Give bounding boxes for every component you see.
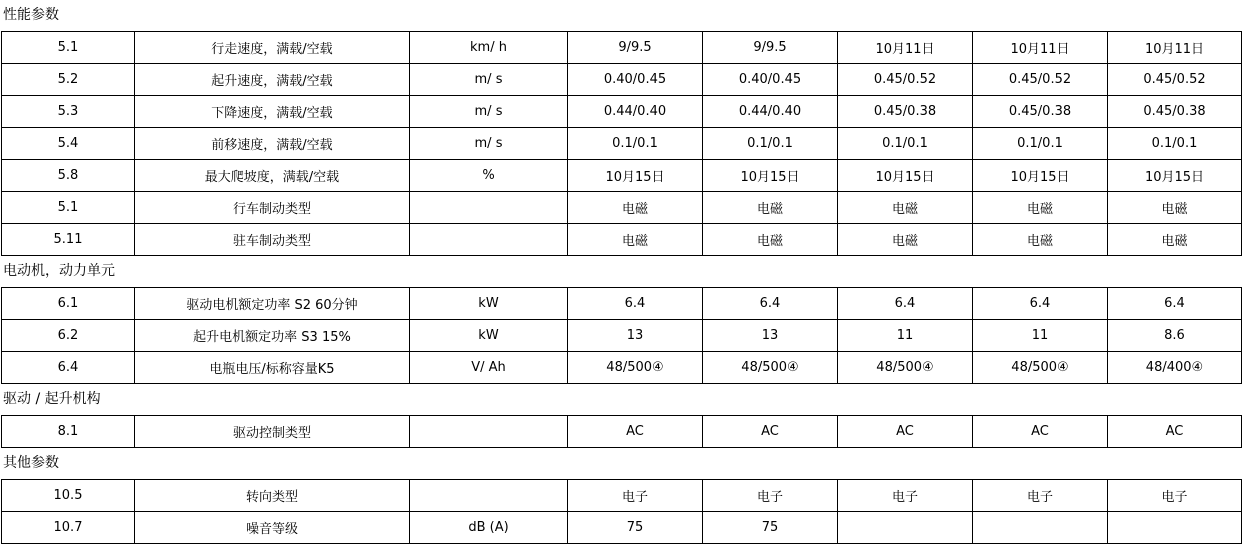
model-4-cell: AC [973, 416, 1108, 448]
model-4-cell: 11 [973, 320, 1108, 352]
model-1-cell: 6.4 [568, 288, 703, 320]
model-1-cell: 13 [568, 320, 703, 352]
model-2-cell: 0.44/0.40 [703, 96, 838, 128]
model-3-cell: 48/500④ [838, 352, 973, 384]
model-4-cell: 电子 [973, 480, 1108, 512]
model-5-cell: 0.45/0.38 [1108, 96, 1242, 128]
model-4-cell: 10月11日 [973, 32, 1108, 64]
unit-cell: V/ Ah [410, 352, 568, 384]
table-row [2, 32, 1242, 64]
model-4-cell: 0.45/0.52 [973, 64, 1108, 96]
table-row [2, 160, 1242, 192]
unit-cell: kW [410, 320, 568, 352]
row-id-cell: 5.8 [2, 160, 135, 192]
model-5-cell: 电磁 [1108, 192, 1242, 224]
model-1-cell: 48/500④ [568, 352, 703, 384]
table-row [2, 480, 1242, 512]
model-2-cell: 电磁 [703, 224, 838, 256]
table-row [2, 192, 1242, 224]
parameter-cell: 起升电机额定功率 S3 15% [135, 320, 410, 352]
model-1-cell: 0.1/0.1 [568, 128, 703, 160]
performance-table [1, 31, 1242, 256]
model-2-cell: 电磁 [703, 192, 838, 224]
unit-cell: m/ s [410, 96, 568, 128]
table-row [2, 64, 1242, 96]
parameter-cell: 行车制动类型 [135, 192, 410, 224]
section-title-other: 其他参数 [3, 455, 59, 471]
model-4-cell: 0.1/0.1 [973, 128, 1108, 160]
model-5-cell: 10月11日 [1108, 32, 1242, 64]
row-id-cell: 6.4 [2, 352, 135, 384]
row-id-cell: 10.5 [2, 480, 135, 512]
model-5-cell: 电磁 [1108, 224, 1242, 256]
model-5-cell: AC [1108, 416, 1242, 448]
model-2-cell: 10月15日 [703, 160, 838, 192]
row-id-cell: 8.1 [2, 416, 135, 448]
parameter-cell: 驱动电机额定功率 S2 60分钟 [135, 288, 410, 320]
unit-cell: % [410, 160, 568, 192]
model-3-cell: 11 [838, 320, 973, 352]
model-3-cell: 10月15日 [838, 160, 973, 192]
model-2-cell: 13 [703, 320, 838, 352]
parameter-cell: 行走速度，满载/空载 [135, 32, 410, 64]
model-2-cell: AC [703, 416, 838, 448]
motor-table [1, 287, 1242, 384]
section-title-drive-lift: 驱动 / 起升机构 [3, 391, 101, 407]
drive-table [1, 415, 1242, 448]
unit-cell: dB (A) [410, 512, 568, 544]
model-1-cell: AC [568, 416, 703, 448]
parameter-cell: 前移速度，满载/空载 [135, 128, 410, 160]
model-2-cell: 电子 [703, 480, 838, 512]
model-5-cell: 48/400④ [1108, 352, 1242, 384]
model-3-cell: 电磁 [838, 192, 973, 224]
table-row [2, 416, 1242, 448]
model-5-cell: 8.6 [1108, 320, 1242, 352]
other-table [1, 479, 1242, 544]
parameter-cell: 驱动控制类型 [135, 416, 410, 448]
model-3-cell: 6.4 [838, 288, 973, 320]
unit-cell: m/ s [410, 128, 568, 160]
model-4-cell: 电磁 [973, 192, 1108, 224]
model-3-cell: AC [838, 416, 973, 448]
model-2-cell: 0.1/0.1 [703, 128, 838, 160]
model-3-cell: 0.1/0.1 [838, 128, 973, 160]
model-1-cell: 75 [568, 512, 703, 544]
model-4-cell: 6.4 [973, 288, 1108, 320]
unit-cell: km/ h [410, 32, 568, 64]
unit-cell: m/ s [410, 64, 568, 96]
row-id-cell: 6.1 [2, 288, 135, 320]
parameter-cell: 电瓶电压/标称容量K5 [135, 352, 410, 384]
row-id-cell: 5.4 [2, 128, 135, 160]
model-1-cell: 10月15日 [568, 160, 703, 192]
model-2-cell: 75 [703, 512, 838, 544]
model-5-cell: 0.1/0.1 [1108, 128, 1242, 160]
model-1-cell: 0.40/0.45 [568, 64, 703, 96]
parameter-cell: 转向类型 [135, 480, 410, 512]
model-4-cell: 48/500④ [973, 352, 1108, 384]
table-row [2, 128, 1242, 160]
table-row [2, 512, 1242, 544]
parameter-cell: 噪音等级 [135, 512, 410, 544]
model-3-cell: 电磁 [838, 224, 973, 256]
section-title-performance: 性能参数 [3, 7, 59, 23]
model-1-cell: 电磁 [568, 224, 703, 256]
model-1-cell: 9/9.5 [568, 32, 703, 64]
model-5-cell: 电子 [1108, 480, 1242, 512]
row-id-cell: 5.11 [2, 224, 135, 256]
model-2-cell: 9/9.5 [703, 32, 838, 64]
table-row [2, 352, 1242, 384]
parameter-cell: 驻车制动类型 [135, 224, 410, 256]
model-4-cell [973, 512, 1108, 544]
model-5-cell: 10月15日 [1108, 160, 1242, 192]
unit-cell [410, 416, 568, 448]
parameter-cell: 下降速度，满载/空载 [135, 96, 410, 128]
model-1-cell: 0.44/0.40 [568, 96, 703, 128]
model-2-cell: 48/500④ [703, 352, 838, 384]
row-id-cell: 5.3 [2, 96, 135, 128]
table-row [2, 224, 1242, 256]
row-id-cell: 5.2 [2, 64, 135, 96]
model-4-cell: 0.45/0.38 [973, 96, 1108, 128]
model-4-cell: 电磁 [973, 224, 1108, 256]
model-3-cell: 10月11日 [838, 32, 973, 64]
table-row [2, 288, 1242, 320]
model-5-cell: 6.4 [1108, 288, 1242, 320]
model-1-cell: 电磁 [568, 192, 703, 224]
row-id-cell: 10.7 [2, 512, 135, 544]
model-3-cell [838, 512, 973, 544]
parameter-cell: 最大爬坡度，满载/空载 [135, 160, 410, 192]
unit-cell [410, 224, 568, 256]
table-row [2, 96, 1242, 128]
unit-cell [410, 480, 568, 512]
model-5-cell: 0.45/0.52 [1108, 64, 1242, 96]
unit-cell [410, 192, 568, 224]
section-title-motor-power-unit: 电动机，动力单元 [3, 263, 115, 279]
row-id-cell: 5.1 [2, 32, 135, 64]
model-3-cell: 0.45/0.38 [838, 96, 973, 128]
model-3-cell: 0.45/0.52 [838, 64, 973, 96]
model-4-cell: 10月15日 [973, 160, 1108, 192]
model-1-cell: 电子 [568, 480, 703, 512]
row-id-cell: 5.1 [2, 192, 135, 224]
model-2-cell: 6.4 [703, 288, 838, 320]
model-2-cell: 0.40/0.45 [703, 64, 838, 96]
model-5-cell [1108, 512, 1242, 544]
parameter-cell: 起升速度，满载/空载 [135, 64, 410, 96]
model-3-cell: 电子 [838, 480, 973, 512]
unit-cell: kW [410, 288, 568, 320]
row-id-cell: 6.2 [2, 320, 135, 352]
table-row [2, 320, 1242, 352]
